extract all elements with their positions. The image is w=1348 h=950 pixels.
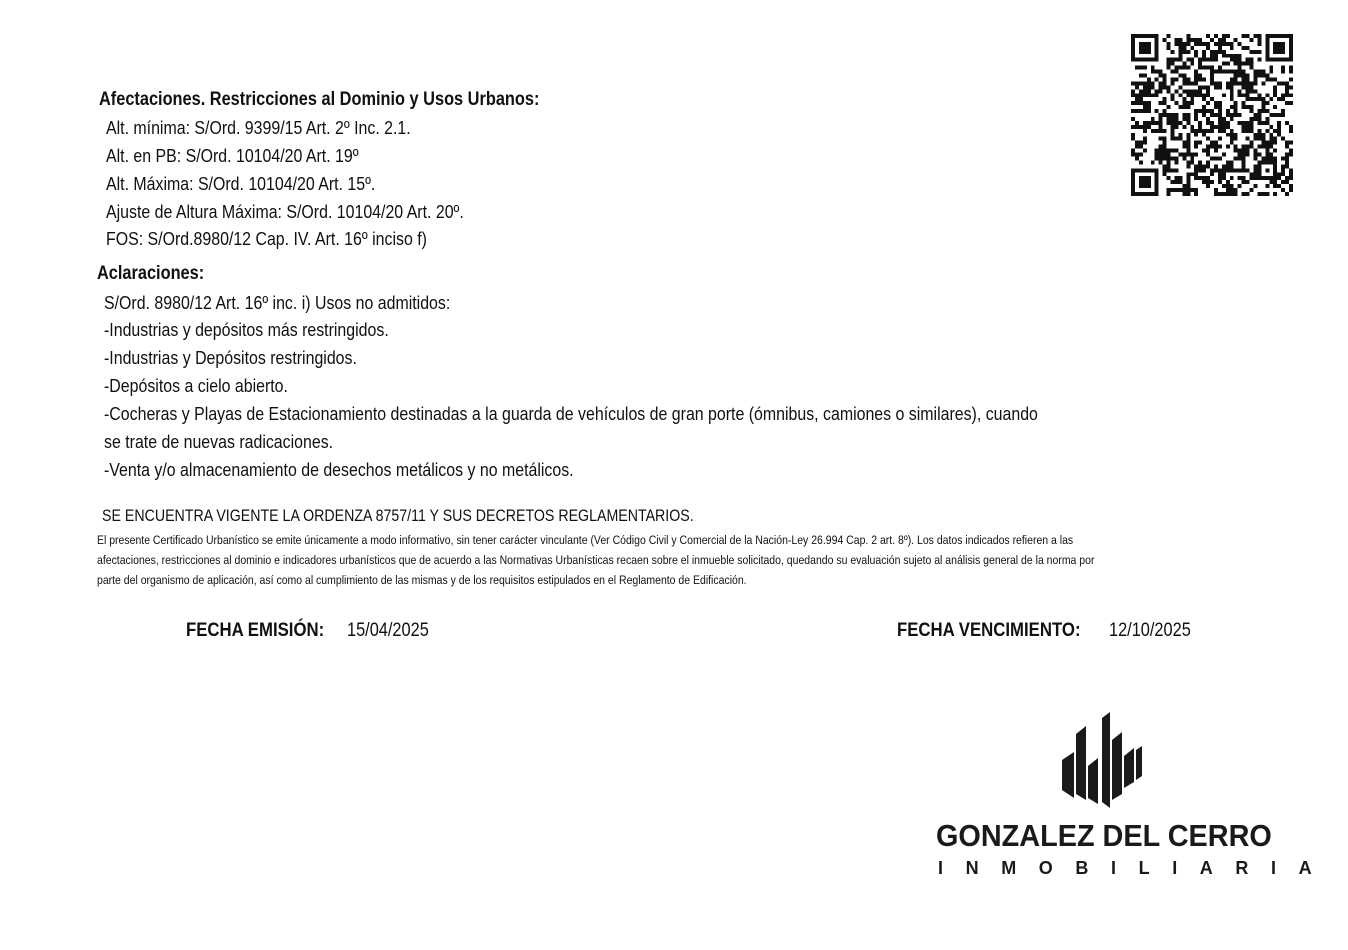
ordinance-notice: SE ENCUENTRA VIGENTE LA ORDENZA 8757/11 Y SUS DECRETOS REGLAMENTARIOS. — [102, 507, 694, 525]
aclaracion-line: se trate de nuevas radicaciones. — [104, 431, 334, 452]
afectacion-line: Ajuste de Altura Máxima: S/Ord. 10104/20 Art. 20º. — [106, 201, 464, 222]
brand-subtitle: INMOBILIARIA — [938, 858, 1335, 878]
afectacion-line: Alt. Máxima: S/Ord. 10104/20 Art. 15º. — [106, 173, 376, 194]
disclaimer-line: El presente Certificado Urbanístico se emite únicamente a modo informativo, sin tener carácter vinculante (Ver Código Civil y Comercial de la Nación-Ley 26.994 Cap. 2 art. 8º). Los datos indicados refieren a las — [97, 533, 1074, 547]
emission-date-label: FECHA EMISIÓN: — [186, 619, 325, 641]
aclaracion-line: -Venta y/o almacenamiento de desechos metálicos y no metálicos. — [104, 459, 574, 480]
aclaracion-line: -Cocheras y Playas de Estacionamiento destinadas a la guarda de vehículos de gran porte (ómnibus, camiones o similares), cuando — [104, 403, 1038, 424]
building-logo-icon — [1060, 710, 1144, 810]
aclaracion-line: -Depósitos a cielo abierto. — [104, 375, 288, 396]
qr-code-icon — [1131, 34, 1293, 196]
aclaracion-line: -Industrias y Depósitos restringidos. — [104, 347, 357, 368]
afectacion-line: FOS: S/Ord.8980/12 Cap. IV. Art. 16º inciso f) — [106, 228, 427, 249]
aclaracion-line: S/Ord. 8980/12 Art. 16º inc. i) Usos no admitidos: — [104, 292, 451, 313]
expiration-date-value: 12/10/2025 — [1109, 620, 1191, 641]
afectaciones-heading: Afectaciones. Restricciones al Dominio y Usos Urbanos: — [99, 89, 540, 110]
emission-date-value: 15/04/2025 — [347, 620, 429, 641]
afectacion-line: Alt. en PB: S/Ord. 10104/20 Art. 19º — [106, 145, 359, 166]
disclaimer-line: parte del organismo de aplicación, así como al cumplimiento de las mismas y de los requisitos estipulados en el Reglamento de Edificación. — [97, 573, 747, 587]
aclaracion-line: -Industrias y depósitos más restringidos. — [104, 319, 389, 340]
aclaraciones-heading: Aclaraciones: — [97, 263, 205, 284]
expiration-date-label: FECHA VENCIMIENTO: — [897, 619, 1081, 641]
disclaimer-line: afectaciones, restricciones al dominio e indicadores urbanísticos que de acuerdo a las Normativas Urbanísticas recaen sobre el inmueble solicitado, quedando su evaluación sujeto al análisis general de la norma por — [97, 553, 1095, 567]
brand-name: GONZALEZ DEL CERRO — [936, 818, 1272, 853]
afectacion-line: Alt. mínima: S/Ord. 9399/15 Art. 2º Inc. 2.1. — [106, 117, 411, 138]
